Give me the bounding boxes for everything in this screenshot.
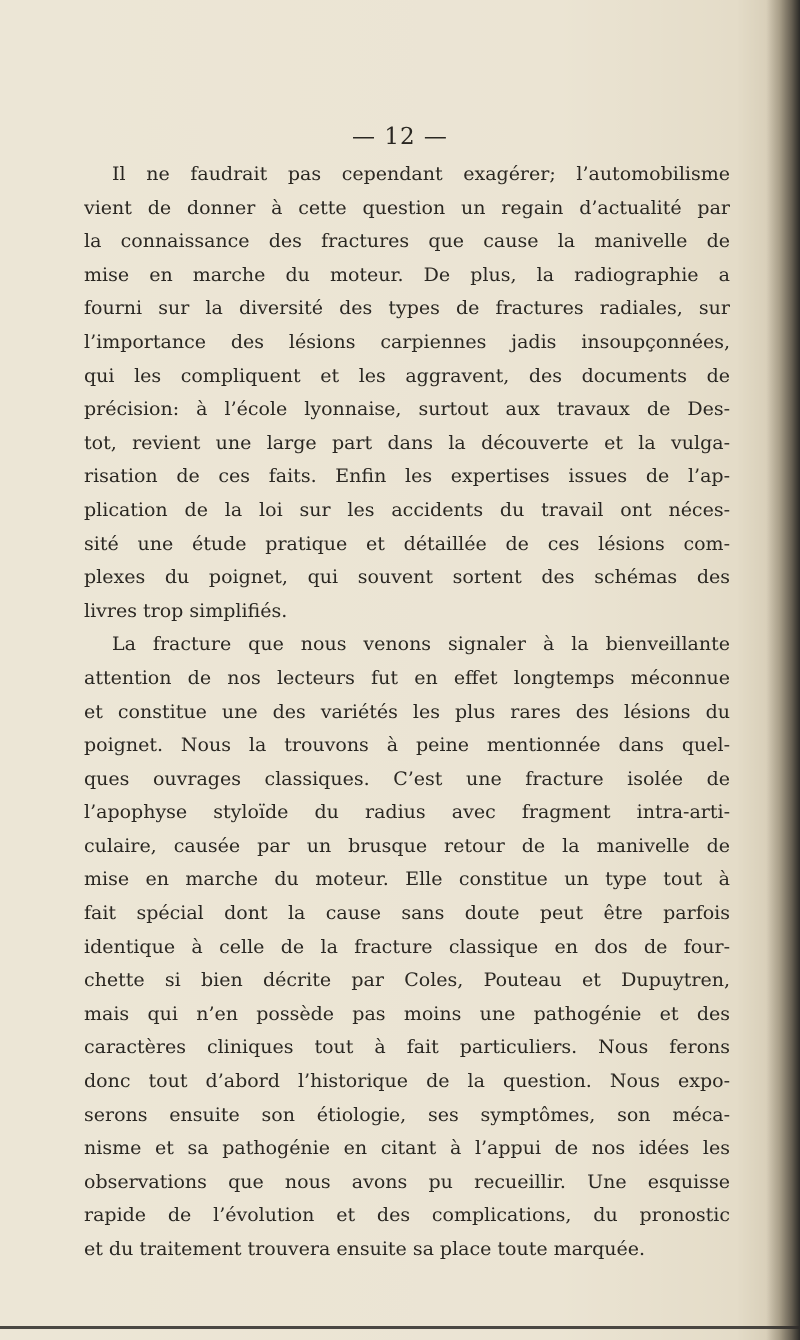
- text-line: rapide de l’évolution et des complications, du pronostic: [84, 1204, 730, 1227]
- text-line: La fracture que nous venons signaler à la bienveillante: [112, 633, 730, 656]
- text-line: mise en marche du moteur. De plus, la radiographie a: [84, 263, 730, 286]
- bottom-edge-rule: [0, 1326, 800, 1329]
- text-line: l’importance des lésions carpiennes jadis insoupçonnées,: [84, 330, 730, 353]
- text-line: serons ensuite son étiologie, ses symptômes, son méca-: [84, 1103, 730, 1126]
- text-line: qui les compliquent et les aggravent, des documents de: [84, 364, 730, 387]
- text-line: et du traitement trouvera ensuite sa place toute marquée.: [84, 1238, 646, 1260]
- text-line: identique à celle de la fracture classique en dos de four-: [84, 935, 730, 958]
- text-line: caractères cliniques tout à fait particuliers. Nous ferons: [84, 1036, 730, 1059]
- text-line: mise en marche du moteur. Elle constitue un type tout à: [84, 868, 730, 891]
- text-line: poignet. Nous la trouvons à peine mentionnée dans quel-: [84, 734, 730, 757]
- text-line: plication de la loi sur les accidents du travail ont néces-: [84, 498, 730, 521]
- text-line: vient de donner à cette question un regain d’actualité par: [84, 196, 730, 219]
- text-line: culaire, causée par un brusque retour de la manivelle de: [84, 834, 730, 857]
- text-line: sité une étude pratique et détaillée de ces lésions com-: [84, 532, 730, 555]
- body-text: [84, 158, 730, 1267]
- text-line: livres trop simplifiés.: [84, 599, 288, 622]
- book-binding-shadow: [766, 0, 800, 1340]
- text-line: donc tout d’abord l’historique de la question. Nous expo-: [84, 1070, 730, 1093]
- text-line: risation de ces faits. Enfin les expertises issues de l’ap-: [84, 465, 730, 488]
- text-line: et constitue une des variétés les plus rares des lésions du: [84, 700, 730, 723]
- text-line: l’apophyse styloïde du radius avec fragment intra-arti-: [84, 801, 730, 824]
- text-line: plexes du poignet, qui souvent sortent des schémas des: [84, 566, 730, 589]
- text-line: la connaissance des fractures que cause la manivelle de: [84, 230, 730, 253]
- text-line: chette si bien décrite par Coles, Pouteau et Dupuytren,: [84, 969, 730, 992]
- text-line: précision: à l’école lyonnaise, surtout aux travaux de Des-: [84, 398, 730, 421]
- text-line: mais qui n’en possède pas moins une pathogénie et des: [84, 1002, 730, 1025]
- text-line: Il ne faudrait pas cependant exagérer; l’automobilisme: [112, 163, 730, 185]
- paragraph-1: [84, 158, 730, 628]
- text-line: ques ouvrages classiques. C’est une fracture isolée de: [84, 767, 730, 790]
- text-line: attention de nos lecteurs fut en effet longtemps méconnue: [84, 666, 730, 689]
- paragraph-2: [84, 628, 730, 1266]
- text-line: observations que nous avons pu recueillir. Une esquisse: [84, 1170, 730, 1193]
- page-number: — 12 —: [352, 124, 448, 150]
- text-line: tot, revient une large part dans la découverte et la vulga-: [84, 431, 730, 454]
- text-line: fait spécial dont la cause sans doute peut être parfois: [84, 902, 730, 925]
- text-line: fourni sur la diversité des types de fractures radiales, sur: [84, 297, 730, 320]
- text-line: nisme et sa pathogénie en citant à l’appui de nos idées les: [84, 1137, 730, 1160]
